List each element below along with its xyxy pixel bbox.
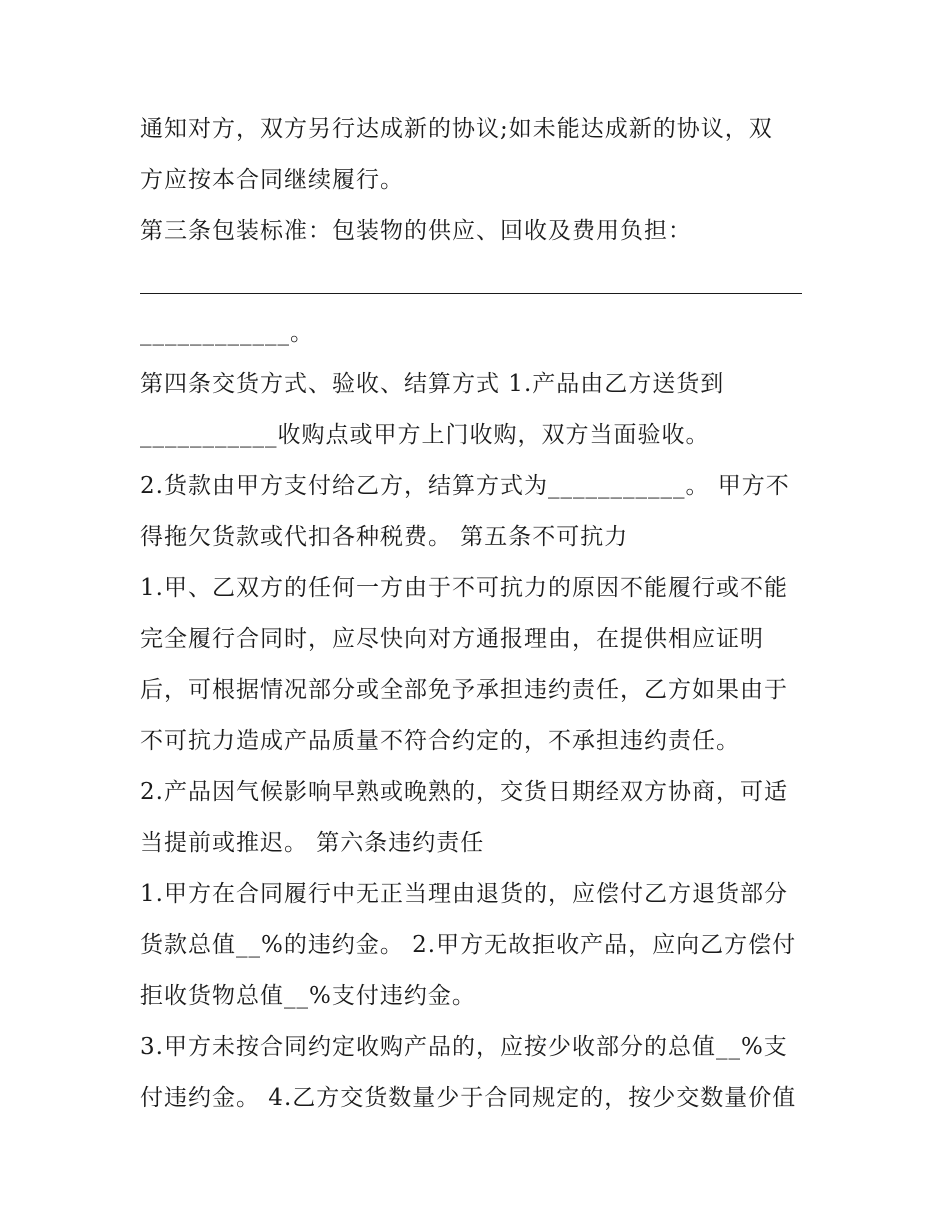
contract-page [140, 104, 830, 1124]
text-line-13: 不可抗力造成产品质量不符合约定的，不承担违约责任。 [140, 728, 740, 754]
text-line-20: 付违约金。 4.乙方交货数量少于合同规定的，按少交数量价值 [140, 1085, 797, 1111]
article-4-heading: 第四条交货方式、验收、结算方式 1.产品由乙方送货到 [140, 371, 725, 397]
text-line-12: 后，可根据情况部分或全部免予承担违约责任，乙方如果由于 [140, 677, 788, 703]
article-3-heading: 第三条包装标准：包装物的供应、回收及费用负担： [140, 218, 692, 244]
text-line-2: 方应按本合同继续履行。 [140, 167, 404, 193]
article-6-heading: 当提前或推迟。 第六条违约责任 [140, 830, 485, 856]
text-line-19: 3.甲方未按合同约定收购产品的，应按少收部分的总值__%支 [140, 1034, 788, 1060]
text-line-11: 完全履行合同时，应尽快向对方通报理由，在提供相应证明 [140, 626, 764, 652]
text-line-7: ___________收购点或甲方上门收购，双方当面验收。 [140, 422, 710, 448]
text-line-14: 2.产品因气候影响早熟或晚熟的，交货日期经双方协商，可适 [140, 779, 788, 805]
article-5-heading: 得拖欠货款或代扣各种税费。 第五条不可抗力 [140, 524, 629, 550]
text-line-16: 1.甲方在合同履行中无正当理由退货的，应偿付乙方退货部分 [140, 881, 788, 907]
text-line-10: 1.甲、乙双方的任何一方由于不可抗力的原因不能履行或不能 [140, 575, 788, 601]
text-line-1: 通知对方，双方另行达成新的协议;如未能达成新的协议，双 [140, 116, 773, 142]
packaging-blank-line [140, 257, 830, 308]
text-line-5: ____________。 [140, 320, 314, 346]
text-line-17: 货款总值__%的违约金。 2.甲方无故拒收产品，应向乙方偿付 [140, 932, 797, 958]
text-line-18: 拒收货物总值__%支付违约金。 [140, 983, 476, 1009]
text-line-8: 2.货款由甲方支付给乙方，结算方式为___________。 甲方不 [140, 473, 790, 499]
blank-underline [140, 293, 802, 294]
